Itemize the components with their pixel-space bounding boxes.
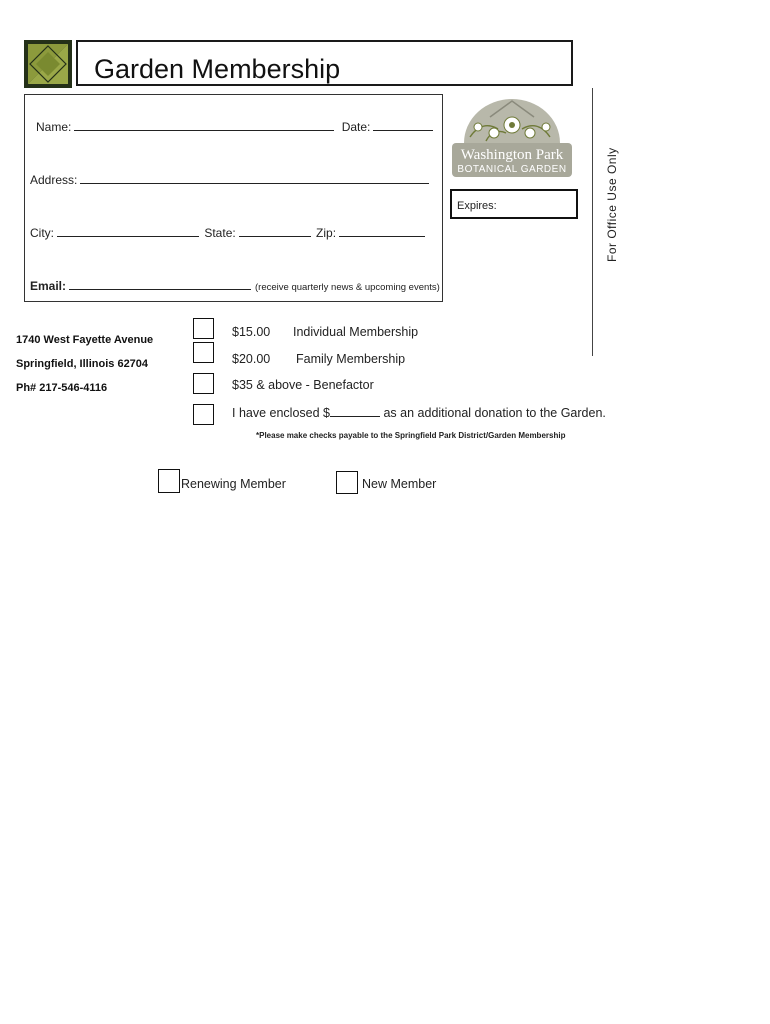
benefactor-checkbox[interactable] [193,373,214,394]
date-field[interactable] [373,119,433,131]
renewing-member-checkbox[interactable] [158,469,180,493]
email-field[interactable] [69,278,251,290]
zip-field[interactable] [339,225,425,237]
garden-phone: Ph# 217-546-4116 [16,382,108,394]
email-note: (receive quarterly news & upcoming events) [255,282,440,293]
state-field[interactable] [239,225,311,237]
office-divider [592,88,593,356]
email-label: Email: [30,279,67,293]
donation-amount-field[interactable] [330,405,380,417]
city-row [30,225,425,240]
family-price: $20.00 [232,352,271,366]
office-use-label: For Office Use Only [605,147,619,262]
city-label: City: [30,226,54,240]
garden-city: Springfield, Illinois 62704 [16,358,149,370]
individual-checkbox[interactable] [193,318,214,339]
new-member-checkbox[interactable] [336,471,358,494]
washington-park-logo-icon [450,97,574,179]
diamond-pattern-icon [24,40,72,88]
individual-price: $15.00 [232,325,271,339]
checks-payable-note: *Please make checks payable to the Springfield Park District/Garden Membership [256,431,566,440]
logo-line2: BOTANICAL GARDEN [457,164,567,175]
city-field[interactable] [57,225,199,237]
address-label: Address: [30,173,78,187]
email-row [30,278,440,295]
family-label: Family Membership [296,352,406,366]
state-label: State: [204,226,236,240]
individual-label: Individual Membership [293,325,419,339]
date-label: Date: [341,120,371,134]
decorative-logo-square [24,40,72,88]
name-field[interactable] [74,119,334,131]
donation-row [232,405,606,420]
new-member-label: New Member [362,477,437,491]
logo-line1: Washington Park [460,147,564,163]
garden-street: 1740 West Fayette Avenue [16,334,154,346]
benefactor-label: $35 & above - Benefactor [232,378,374,392]
address-field[interactable] [80,172,429,184]
donation-prefix: I have enclosed $ [232,406,330,420]
expires-label: Expires: [457,200,497,212]
donation-suffix: as an additional donation to the Garden. [383,406,606,420]
address-row [30,172,429,187]
family-checkbox[interactable] [193,342,214,363]
zip-label: Zip: [316,226,337,240]
donation-checkbox[interactable] [193,404,214,425]
name-label: Name: [36,120,72,134]
name-row [36,119,433,134]
garden-logo [450,97,574,179]
renewing-member-label: Renewing Member [181,477,286,491]
page-title: Garden Membership [94,54,341,84]
